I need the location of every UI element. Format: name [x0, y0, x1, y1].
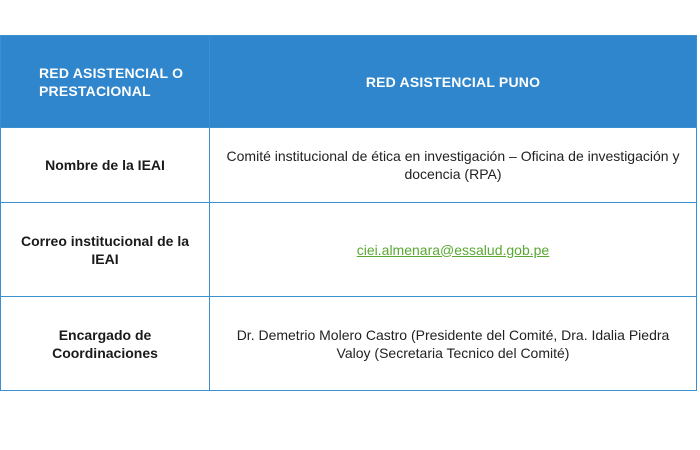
- table-row: [1, 297, 697, 391]
- row-value-institutional-email-cell: [210, 203, 697, 297]
- institutional-email-link[interactable]: ciei.almenara@essalud.gob.pe: [356, 241, 550, 258]
- row-value-coordinator: Dr. Demetrio Molero Castro (Presidente del Comité, Dra. Idalia Piedra Valoy (Secretaria Tecnico del Comité): [210, 297, 697, 391]
- table-header-row: [1, 36, 697, 128]
- header-network-name: RED ASISTENCIAL PUNO: [210, 36, 697, 128]
- row-label-iei-name: Nombre de la IEAI: [1, 128, 210, 203]
- table-row: [1, 128, 697, 203]
- row-label-institutional-email: Correo institucional de la IEAI: [1, 203, 210, 297]
- info-table: [0, 35, 697, 391]
- row-label-coordinator: Encargado de Coordinaciones: [1, 297, 210, 391]
- row-value-iei-name: Comité institucional de ética en investigación – Oficina de investigación y docencia (RPA): [210, 128, 697, 203]
- table-row: [1, 203, 697, 297]
- header-network-type: RED ASISTENCIAL O PRESTACIONAL: [1, 36, 210, 128]
